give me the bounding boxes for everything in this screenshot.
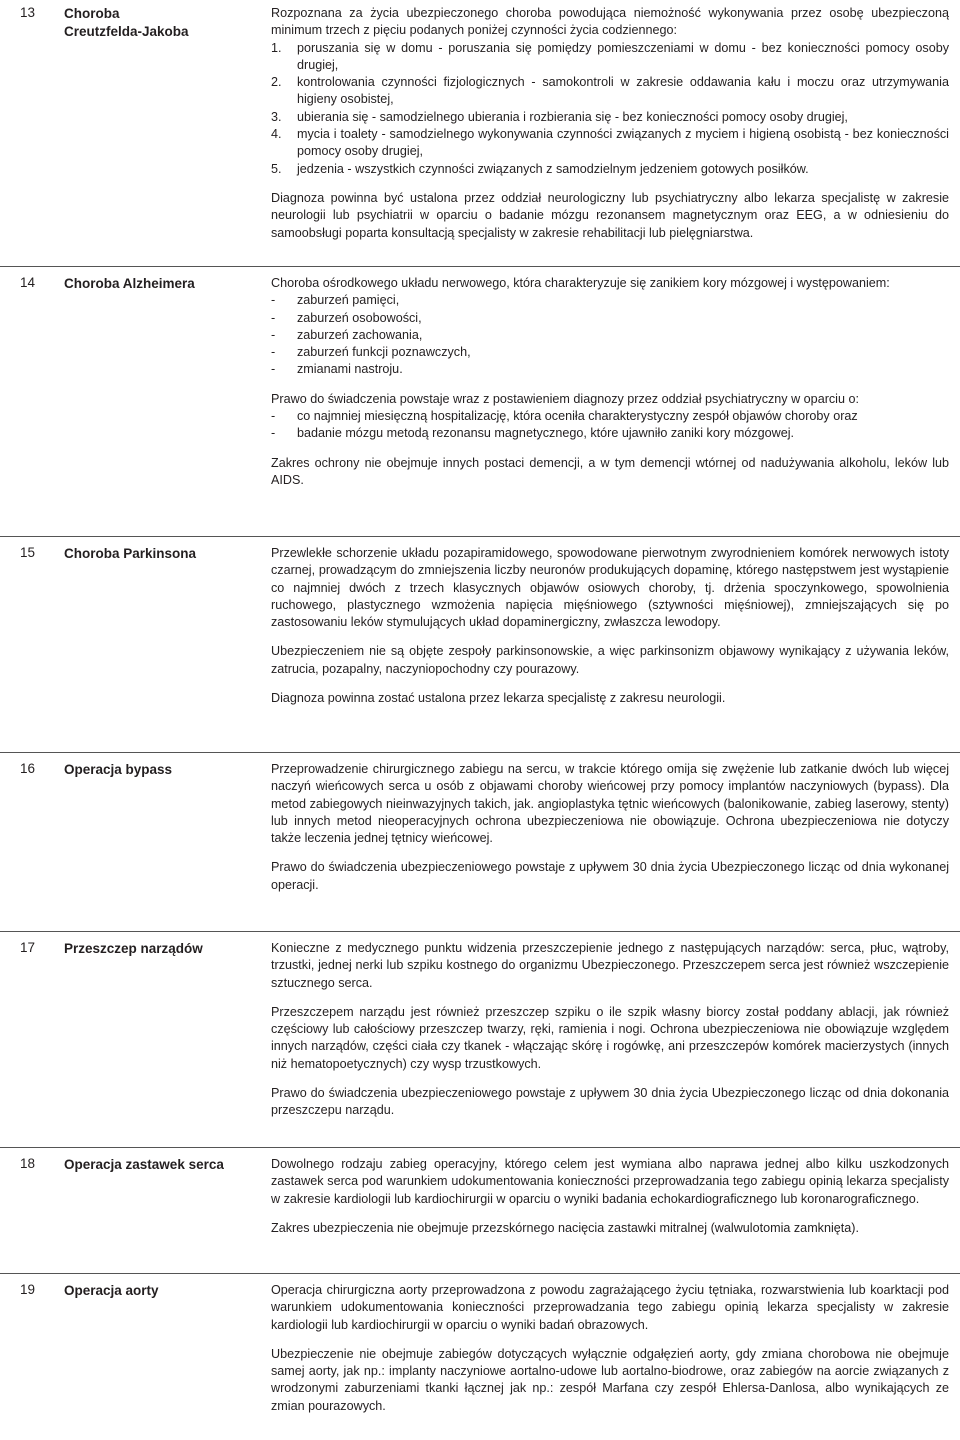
row-name xyxy=(64,5,264,41)
paragraph: Przeprowadzenie chirurgicznego zabiegu na sercu, w trakcie którego omija się zwężenie lub zatkanie dwóch lub więcej naczyń wieńcowych serca u osób z objawami choroby wieńcowej przy pomocy implantów naczyniowych (bypass). Dla metod zabiegowych nieinwazyjnych takich, jak. angioplastyka tętnic wieńcowych (balonikowanie, zabieg laserowy, stenty) lub innych metod nieoperacyjnych ochrona ubezpieczeniowa nie obowiązuje. Ochrona ubezpieczeniowa nie dotyczy także leczenia jednej tętnicy wieńcowej. xyxy=(271,762,949,846)
paragraph: Choroba ośrodkowego układu nerwowego, która charakteryzuje się zanikiem kory mózgowej i występowaniem: xyxy=(271,276,890,290)
row-name: Operacja zastawek serca xyxy=(64,1157,224,1172)
paragraph: Diagnoza powinna być ustalona przez oddział neurologiczny lub psychiatryczny albo lekarza specjalistę w zakresie neurologii lub psychiatrii w oparciu o badanie mózgu rezonansem magnetycznym oraz EEG, a w odniesieniu do samoobsługi poparta konsultacją specjalisty w zakresie rehabilitacji lub pielęgniarstwa. xyxy=(271,190,949,240)
list-item: - zaburzeń pamięci, xyxy=(271,293,400,308)
paragraph: Rozpoznana za życia ubezpieczonego choroba powodująca niemożność wykonywania przez osobę ubezpieczoną minimum trzech z pięciu podanych poniżej czynności życia codziennego: xyxy=(271,6,949,38)
row-number: 17 xyxy=(20,940,36,955)
paragraph: Operacja chirurgiczna aorty przeprowadzona z powodu zagrażającego życiu tętniaka, rozwarstwienia lub koarktacji pod warunkiem udokumentowania konieczności przeprowadzania tego zabiegu opinią lekarza specjalisty w zakresie kardiologii lub kardiochirurgii w oparciu o wyniki badań obrazowych. xyxy=(271,1283,949,1332)
list-item: - zaburzeń osobowości, xyxy=(271,310,422,325)
list-item: - co najmniej miesięczną hospitalizację, która oceniła charakterystyczny zespół objawów choroby oraz xyxy=(271,409,858,424)
row-name-text: Choroba Creutzfelda-Jakoba xyxy=(64,6,189,39)
row-content xyxy=(271,5,949,242)
table-row xyxy=(0,267,960,537)
paragraph: Przeszczepem narządu jest również przeszczep szpiku o ile szpik własny biorcy został poddany ablacji, jak również częściowy lub całościowy przeszczep twarzy, ręki, ramienia i nogi. Ochrona ubezpieczeniowa nie obowiązuje względem innych narządów, części ciała czy tkanek - włączając skórę i rogówkę, ani przeszczepów komórek macierzystych (innych niż hematopoetycznych) czy wysp trzustkowych. xyxy=(271,1004,949,1071)
row-name: Przeszczep narządów xyxy=(64,941,203,956)
list-item: 5. jedzenia - wszystkich czynności związanych z samodzielnym jedzeniem gotowych posiłków. xyxy=(271,161,809,176)
list-item: - zaburzeń funkcji poznawczych, xyxy=(271,345,471,360)
table-row xyxy=(0,537,960,753)
row-name: Choroba Alzheimera xyxy=(64,276,195,291)
row-number: 13 xyxy=(20,5,36,20)
table-row xyxy=(0,932,960,1148)
row-number: 15 xyxy=(20,545,36,560)
paragraph: Ubezpieczenie nie obejmuje zabiegów dotyczących wyłącznie odgałęzień aorty, gdy zmiana chorobowa nie obejmuje samej aorty, jak np.: implanty naczyniowe aortalno-udowe lub aortalno-biodrowe, oraz zabiegów na aorcie związanych z wrodzonymi zaburzeniami tkanki łącznej jak np.: zespół Marfana czy zespół Ehlersa-Danlosa, albo wynikających ze zmian pourazowych. xyxy=(271,1346,949,1413)
table-row xyxy=(0,1274,960,1439)
paragraph: Przewlekłe schorzenie układu pozapiramidowego, spowodowane pierwotnym zwyrodnieniem komórek nerwowych istoty czarnej, prowadzącym do zmniejszenia liczby neuronów produkujących dopaminę, którego następstwem jest wystąpienie co najmniej dwóch z trzech klasycznych objawów osiowych choroby, tj. drżenia spoczynkowego, spowolnienia ruchowego, plastycznego wzmożenia napięcia mięśniowego (sztywności mięśniowej), zmniejszających się po zastosowaniu leków stymulujących układ dopaminergiczny, zwłaszcza lewodopy. xyxy=(271,546,949,630)
paragraph: Prawo do świadczenia ubezpieczeniowego powstaje z upływem 30 dnia życia Ubezpieczonego licząc od dnia wykonanej operacji. xyxy=(271,860,949,892)
row-content xyxy=(271,940,949,1120)
list-item: - zaburzeń zachowania, xyxy=(271,327,423,342)
paragraph: Prawo do świadczenia powstaje wraz z postawieniem diagnozy przez oddział psychiatryczny w oparciu o: xyxy=(271,391,859,406)
row-number: 14 xyxy=(20,275,36,290)
table-row xyxy=(0,753,960,932)
paragraph: Ubezpieczeniem nie są objęte zespoły parkinsonowskie, a więc parkinsonizm objawowy wynikający z używania leków, zatrucia, pozapalny, naczyniopochodny czy pourazowy. xyxy=(271,644,949,676)
row-content xyxy=(271,1156,949,1237)
row-content xyxy=(271,275,949,489)
row-number: 16 xyxy=(20,761,36,776)
list-item: - badanie mózgu metodą rezonansu magnetycznego, które ujawniło zaniki kory mózgowej. xyxy=(271,426,795,441)
row-content xyxy=(271,761,949,894)
paragraph: Prawo do świadczenia ubezpieczeniowego powstaje z upływem 30 dnia życia Ubezpieczonego licząc od dnia dokonania przeszczepu narządu. xyxy=(271,1086,949,1118)
row-content xyxy=(271,1282,949,1415)
row-number: 18 xyxy=(20,1156,36,1171)
list-item: 1. poruszania się w domu - poruszania się pomiędzy pomieszczeniami w domu - bez konieczności pomocy osoby drugiej, xyxy=(271,40,949,72)
row-name: Choroba Parkinsona xyxy=(64,546,197,561)
table-row xyxy=(0,0,960,267)
list-item: - zmianami nastroju. xyxy=(271,362,403,377)
table-row xyxy=(0,1148,960,1274)
row-content xyxy=(271,545,949,707)
row-name: Operacja bypass xyxy=(64,762,173,777)
paragraph: Zakres ubezpieczenia nie obejmuje przezskórnego nacięcia zastawki mitralnej (walwulotomia zamknięta). xyxy=(271,1220,859,1235)
list-item: 3. ubierania się - samodzielnego ubierania i rozbierania się - bez konieczności pomocy osoby drugiej, xyxy=(271,109,848,124)
list-item: 2. kontrolowania czynności fizjologicznych - samokontroli w zakresie oddawania kału i moczu oraz utrzymywania higieny osobistej, xyxy=(271,75,949,107)
row-number: 19 xyxy=(20,1282,36,1297)
list-item: 4. mycia i toalety - samodzielnego wykonywania czynności związanych z myciem i higieną osobistą - bez konieczności pomocy osoby drugiej, xyxy=(271,127,949,159)
paragraph: Dowolnego rodzaju zabieg operacyjny, którego celem jest wymiana albo naprawa jednej albo kilku uszkodzonych zastawek serca pod warunkiem udokumentowania konieczności przeprowadzania tego zabiegu opinią lekarza specjalisty w zakresie kardiologii lub kardiochirurgii w oparciu o wyniki badania echokardiograficznego lub koronarograficznego. xyxy=(271,1157,949,1206)
paragraph: Diagnoza powinna zostać ustalona przez lekarza specjalistę z zakresu neurologii. xyxy=(271,691,726,706)
paragraph: Konieczne z medycznego punktu widzenia przeszczepienie jednego z następujących narządów: serca, płuc, wątroby, trzustki, jednej nerki lub szpiku kostnego do organizmu Ubezpieczonego. Przeszczepem serca jest również wszczepienie sztucznego serca. xyxy=(271,941,949,990)
paragraph: Zakres ochrony nie obejmuje innych postaci demencji, a w tym demencji wtórnej od nadużywania alkoholu, leków lub AIDS. xyxy=(271,455,949,487)
row-name: Operacja aorty xyxy=(64,1283,159,1298)
